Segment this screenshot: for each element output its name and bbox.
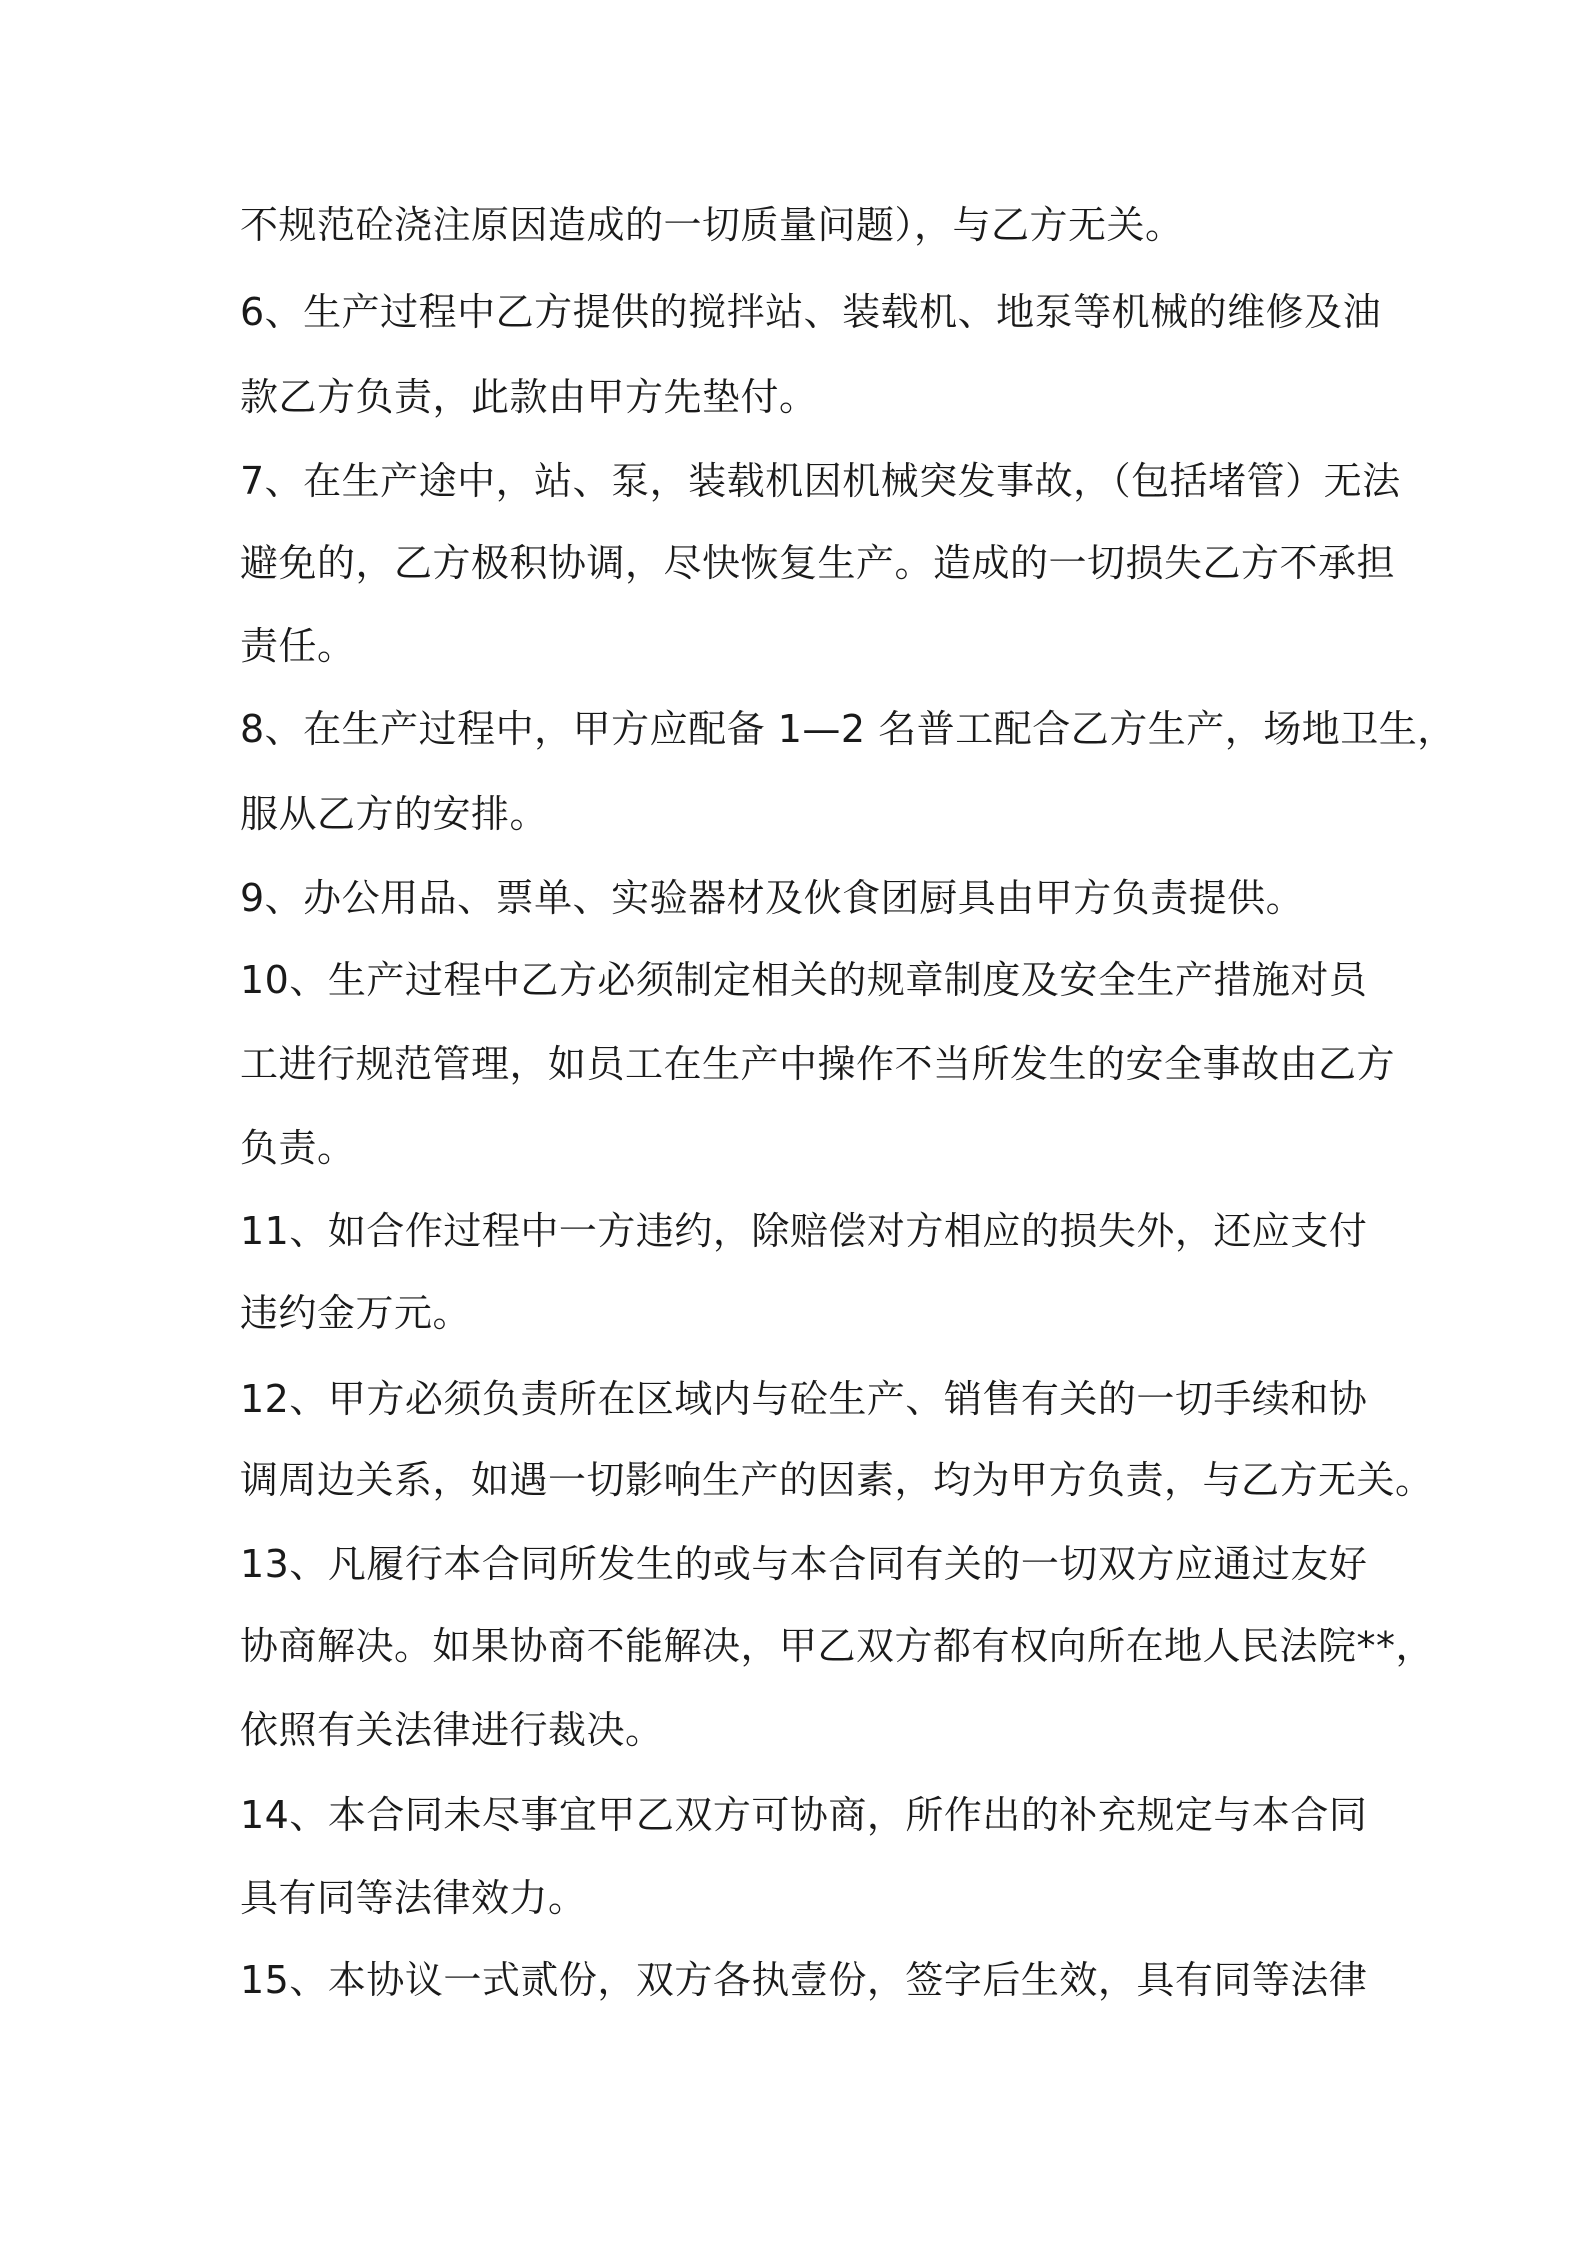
text-line: 服从乙方的安排。 xyxy=(240,792,549,836)
text-line: 7、在生产途中，站、泵，装载机因机械突发事故，（包括堵管）无法 xyxy=(240,459,1401,503)
text-line: 不规范砼浇注原因造成的一切质量问题），与乙方无关。 xyxy=(240,203,1184,247)
text-line: 11、如合作过程中一方违约，除赔偿对方相应的损失外，还应支付 xyxy=(240,1209,1368,1253)
text-line: 13、凡履行本合同所发生的或与本合同有关的一切双方应通过友好 xyxy=(240,1542,1368,1586)
text-line: 违约金万元。 xyxy=(240,1291,472,1335)
text-line: 8、在生产过程中，甲方应配备 1—2 名普工配合乙方生产，场地卫生， xyxy=(240,707,1456,751)
text-line: 协商解决。如果协商不能解决，甲乙双方都有权向所在地人民法院**， xyxy=(240,1624,1435,1668)
text-line: 避免的，乙方极积协调，尽快恢复生产。造成的一切损失乙方不承担 xyxy=(240,541,1396,585)
text-line: 15、本协议一式贰份，双方各执壹份，签字后生效，具有同等法律 xyxy=(240,1958,1368,2002)
text-line: 10、生产过程中乙方必须制定相关的规章制度及安全生产措施对员 xyxy=(240,958,1368,1002)
text-line: 6、生产过程中乙方提供的搅拌站、装载机、地泵等机械的维修及油 xyxy=(240,290,1382,334)
text-line: 款乙方负责，此款由甲方先垫付。 xyxy=(240,375,818,419)
text-line: 14、本合同未尽事宜甲乙双方可协商，所作出的补充规定与本合同 xyxy=(240,1793,1368,1837)
text-line: 具有同等法律效力。 xyxy=(240,1876,587,1920)
text-line: 9、办公用品、票单、实验器材及伙食团厨具由甲方负责提供。 xyxy=(240,876,1305,920)
text-line: 责任。 xyxy=(240,624,356,668)
text-line: 12、甲方必须负责所在区域内与砼生产、销售有关的一切手续和协 xyxy=(240,1377,1368,1421)
text-line: 负责。 xyxy=(240,1126,356,1170)
text-line: 依照有关法律进行裁决。 xyxy=(240,1708,664,1752)
text-line: 调周边关系，如遇一切影响生产的因素，均为甲方负责，与乙方无关。 xyxy=(240,1458,1434,1502)
text-line: 工进行规范管理，如员工在生产中操作不当所发生的安全事故由乙方 xyxy=(240,1042,1396,1086)
